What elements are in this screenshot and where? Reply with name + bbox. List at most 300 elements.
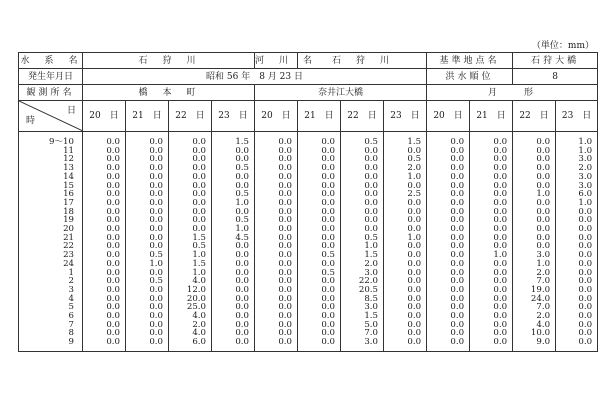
rainfall-value-cell: 0.0 — [83, 329, 126, 338]
rainfall-value-cell: 0.0 — [298, 182, 341, 191]
rainfall-value-cell: 0.0 — [556, 329, 598, 338]
rainfall-value-cell: 0.0 — [341, 164, 384, 173]
rainfall-value-cell: 4.0 — [513, 321, 556, 330]
rainfall-value-cell: 0.0 — [427, 338, 470, 351]
rainfall-value-cell: 0.0 — [83, 199, 126, 208]
rainfall-value-cell: 0.0 — [427, 286, 470, 295]
rainfall-value-cell: 0.0 — [255, 173, 298, 182]
rainfall-value-cell: 0.0 — [255, 303, 298, 312]
rainfall-value-cell: 0.0 — [298, 286, 341, 295]
header-row-stations — [19, 85, 598, 101]
value-flood-rank: 8 — [513, 69, 598, 85]
time-cell: 9 — [19, 338, 83, 351]
rainfall-value-cell: 19.0 — [513, 286, 556, 295]
rainfall-value-cell: 22.0 — [341, 277, 384, 286]
rainfall-value-cell: 0.0 — [427, 321, 470, 330]
rainfall-value-cell: 0.0 — [470, 312, 513, 321]
rainfall-value-cell: 0.0 — [470, 155, 513, 164]
rainfall-value-cell: 0.0 — [298, 208, 341, 217]
day-header-cell: 20 日 — [83, 101, 126, 132]
time-cell: 20 — [19, 225, 83, 234]
rainfall-value-cell: 0.0 — [470, 216, 513, 225]
rainfall-value-cell: 0.0 — [212, 173, 255, 182]
rainfall-value-cell: 0.0 — [513, 147, 556, 156]
time-cell: 14 — [19, 173, 83, 182]
rainfall-value-cell: 0.0 — [384, 329, 427, 338]
rainfall-value-cell: 0.0 — [470, 225, 513, 234]
rainfall-value-cell: 0.0 — [298, 260, 341, 269]
rainfall-value-cell: 0.0 — [298, 234, 341, 243]
rainfall-value-cell: 0.0 — [83, 242, 126, 251]
rainfall-value-cell: 0.0 — [470, 164, 513, 173]
rainfall-value-cell: 3.0 — [556, 182, 598, 191]
rainfall-value-cell: 0.0 — [384, 321, 427, 330]
rainfall-value-cell: 0.0 — [212, 321, 255, 330]
rainfall-value-cell: 1.0 — [556, 199, 598, 208]
rainfall-value-cell: 0.0 — [212, 260, 255, 269]
rainfall-value-cell: 0.0 — [427, 173, 470, 182]
rainfall-value-cell: 0.0 — [255, 251, 298, 260]
rainfall-value-cell: 0.0 — [255, 182, 298, 191]
rainfall-value-cell: 0.0 — [255, 329, 298, 338]
rainfall-value-cell: 0.0 — [255, 164, 298, 173]
rainfall-value-cell: 0.0 — [298, 225, 341, 234]
rainfall-value-cell: 4.0 — [169, 277, 212, 286]
rainfall-value-cell: 0.0 — [470, 260, 513, 269]
time-cell: 12 — [19, 155, 83, 164]
rainfall-value-cell: 2.0 — [384, 164, 427, 173]
rainfall-value-cell: 0.5 — [126, 277, 169, 286]
rainfall-value-cell: 1.0 — [169, 269, 212, 278]
rainfall-value-cell: 0.0 — [126, 225, 169, 234]
rainfall-value-cell: 20.5 — [341, 286, 384, 295]
rainfall-value-cell: 0.0 — [126, 269, 169, 278]
rainfall-value-cell: 0.0 — [255, 269, 298, 278]
corner-time-label: 時 — [26, 116, 36, 126]
rainfall-value-cell: 0.0 — [513, 155, 556, 164]
rainfall-value-cell: 0.0 — [255, 147, 298, 156]
rainfall-value-cell: 0.0 — [169, 199, 212, 208]
rainfall-value-cell: 0.0 — [341, 182, 384, 191]
time-cell: 5 — [19, 303, 83, 312]
day-header-cell: 21 日 — [298, 101, 341, 132]
rainfall-value-cell: 0.0 — [427, 182, 470, 191]
rainfall-value-cell: 0.0 — [556, 208, 598, 217]
day-header-cell: 23 日 — [212, 101, 255, 132]
rainfall-value-cell: 0.0 — [126, 208, 169, 217]
rainfall-value-cell: 0.0 — [427, 225, 470, 234]
rainfall-value-cell: 0.0 — [513, 242, 556, 251]
rainfall-value-cell: 2.0 — [556, 164, 598, 173]
time-cell: 11 — [19, 147, 83, 156]
rainfall-value-cell: 0.0 — [384, 338, 427, 351]
rainfall-value-cell: 3.0 — [341, 303, 384, 312]
time-cell: 21 — [19, 234, 83, 243]
day-header-cell: 20 日 — [255, 101, 298, 132]
rainfall-value-cell: 0.0 — [556, 286, 598, 295]
rainfall-value-cell: 3.0 — [556, 155, 598, 164]
rainfall-value-cell: 3.0 — [556, 173, 598, 182]
rainfall-value-cell: 6.0 — [556, 190, 598, 199]
rainfall-value-cell: 4.0 — [169, 329, 212, 338]
header-row-date — [19, 69, 598, 85]
rainfall-value-cell: 0.0 — [384, 216, 427, 225]
rainfall-value-cell: 0.0 — [83, 216, 126, 225]
rainfall-value-cell: 0.0 — [427, 269, 470, 278]
rainfall-value-cell: 0.0 — [255, 155, 298, 164]
rainfall-value-cell: 0.0 — [556, 269, 598, 278]
rainfall-value-cell: 0.0 — [83, 312, 126, 321]
rainfall-value-cell: 0.0 — [556, 216, 598, 225]
rainfall-value-cell: 0.0 — [83, 321, 126, 330]
day-header-cell: 23 日 — [384, 101, 427, 132]
rainfall-value-cell: 0.0 — [212, 303, 255, 312]
rainfall-value-cell: 2.0 — [513, 312, 556, 321]
rainfall-value-cell: 0.0 — [255, 208, 298, 217]
rainfall-value-cell: 0.0 — [169, 208, 212, 217]
rainfall-value-cell: 0.0 — [427, 132, 470, 147]
time-cell: 7 — [19, 321, 83, 330]
rainfall-value-cell: 0.5 — [126, 251, 169, 260]
day-header-row — [19, 101, 598, 132]
rainfall-value-cell: 0.0 — [384, 269, 427, 278]
rainfall-value-cell: 0.0 — [470, 242, 513, 251]
rainfall-value-cell: 6.0 — [169, 338, 212, 351]
rainfall-value-cell: 0.0 — [169, 147, 212, 156]
rainfall-value-cell: 0.0 — [513, 199, 556, 208]
rainfall-value-cell: 0.0 — [427, 208, 470, 217]
rainfall-value-cell: 0.0 — [513, 182, 556, 191]
rainfall-value-cell: 0.0 — [126, 155, 169, 164]
rainfall-value-cell: 0.5 — [212, 164, 255, 173]
rainfall-value-cell: 24.0 — [513, 295, 556, 304]
time-cell: 23 — [19, 251, 83, 260]
rainfall-value-cell: 4.0 — [169, 312, 212, 321]
rainfall-value-cell: 0.0 — [341, 155, 384, 164]
rainfall-value-cell: 0.0 — [83, 182, 126, 191]
rainfall-value-cell: 0.0 — [470, 199, 513, 208]
rainfall-value-cell: 0.0 — [384, 260, 427, 269]
rainfall-value-cell: 0.0 — [384, 295, 427, 304]
rainfall-table — [18, 52, 598, 352]
label-river-system: 水 系 名 — [19, 53, 83, 69]
time-cell: 1 — [19, 269, 83, 278]
rainfall-value-cell: 0.0 — [126, 132, 169, 147]
rainfall-value-cell: 3.0 — [341, 338, 384, 351]
rainfall-value-cell: 0.0 — [470, 208, 513, 217]
label-occurrence-date: 発生年月日 — [19, 69, 83, 85]
rainfall-value-cell: 0.0 — [470, 321, 513, 330]
rainfall-value-cell: 0.0 — [83, 277, 126, 286]
rainfall-value-cell: 10.0 — [513, 329, 556, 338]
rainfall-value-cell: 0.0 — [126, 321, 169, 330]
rainfall-value-cell: 4.5 — [212, 234, 255, 243]
time-cell: 4 — [19, 295, 83, 304]
rainfall-value-cell: 0.0 — [298, 216, 341, 225]
time-cell: 19 — [19, 216, 83, 225]
rainfall-value-cell: 0.0 — [427, 199, 470, 208]
rainfall-value-cell: 0.0 — [83, 147, 126, 156]
rainfall-value-cell: 3.0 — [513, 251, 556, 260]
rainfall-value-cell: 0.0 — [556, 338, 598, 351]
rainfall-value-cell: 0.0 — [556, 225, 598, 234]
rainfall-value-cell: 0.0 — [427, 147, 470, 156]
rainfall-value-cell: 0.0 — [427, 155, 470, 164]
rainfall-value-cell: 0.0 — [126, 303, 169, 312]
rainfall-value-cell: 0.0 — [298, 295, 341, 304]
rainfall-value-cell: 0.0 — [126, 338, 169, 351]
rainfall-value-cell: 0.0 — [212, 242, 255, 251]
rainfall-value-cell: 7.0 — [513, 303, 556, 312]
rainfall-value-cell: 0.0 — [470, 286, 513, 295]
rainfall-value-cell: 0.0 — [298, 132, 341, 147]
rainfall-value-cell: 0.0 — [126, 173, 169, 182]
rainfall-value-cell: 0.0 — [298, 329, 341, 338]
header-section — [19, 53, 598, 101]
rainfall-value-cell: 0.0 — [126, 242, 169, 251]
rainfall-value-cell: 0.0 — [298, 173, 341, 182]
rainfall-value-cell: 0.0 — [427, 260, 470, 269]
label-reference-point: 基準地点名 — [427, 53, 513, 69]
rainfall-value-cell: 0.0 — [212, 182, 255, 191]
rainfall-value-cell: 0.0 — [427, 277, 470, 286]
rainfall-value-cell: 0.0 — [212, 208, 255, 217]
time-cell: 8 — [19, 329, 83, 338]
day-header-cell: 22 日 — [513, 101, 556, 132]
rainfall-value-cell: 0.0 — [212, 295, 255, 304]
rainfall-value-cell: 0.0 — [83, 173, 126, 182]
rainfall-value-cell: 0.0 — [126, 234, 169, 243]
rainfall-value-cell: 0.0 — [255, 199, 298, 208]
rainfall-value-cell: 1.0 — [556, 132, 598, 147]
day-header-cell: 21 日 — [126, 101, 169, 132]
day-header-cell: 23 日 — [556, 101, 598, 132]
rainfall-value-cell: 0.0 — [126, 286, 169, 295]
table-row — [19, 132, 598, 147]
time-cell: 24 — [19, 260, 83, 269]
rainfall-value-cell: 0.0 — [427, 303, 470, 312]
rainfall-value-cell: 0.0 — [126, 329, 169, 338]
rainfall-value-cell: 9.0 — [513, 338, 556, 351]
rainfall-value-cell: 0.0 — [298, 164, 341, 173]
day-header-cell: 22 日 — [341, 101, 384, 132]
rainfall-value-cell: 1.5 — [341, 251, 384, 260]
rainfall-value-cell: 0.0 — [427, 216, 470, 225]
rainfall-value-cell: 0.5 — [341, 132, 384, 147]
time-cell: 22 — [19, 242, 83, 251]
rainfall-value-cell: 0.0 — [513, 132, 556, 147]
rainfall-value-cell: 0.0 — [83, 338, 126, 351]
rainfall-value-cell: 0.0 — [126, 199, 169, 208]
rainfall-value-cell: 0.5 — [298, 251, 341, 260]
rainfall-value-cell: 0.0 — [255, 132, 298, 147]
rainfall-value-cell: 0.0 — [212, 286, 255, 295]
table-row — [19, 338, 598, 351]
rainfall-value-cell: 0.0 — [298, 155, 341, 164]
rainfall-value-cell: 0.0 — [255, 286, 298, 295]
rainfall-value-cell: 0.0 — [470, 147, 513, 156]
rainfall-value-cell: 0.0 — [298, 338, 341, 351]
rainfall-value-cell: 2.5 — [384, 190, 427, 199]
rainfall-value-cell: 0.0 — [556, 234, 598, 243]
rainfall-value-cell: 0.0 — [513, 234, 556, 243]
rainfall-value-cell: 0.0 — [255, 190, 298, 199]
rainfall-value-cell: 0.0 — [126, 190, 169, 199]
rainfall-value-cell: 1.0 — [384, 234, 427, 243]
rainfall-value-cell: 0.0 — [126, 295, 169, 304]
rainfall-value-cell: 0.0 — [427, 242, 470, 251]
value-river-system: 石 狩 川 — [83, 53, 255, 69]
rainfall-value-cell: 0.0 — [427, 295, 470, 304]
rainfall-value-cell: 0.0 — [556, 303, 598, 312]
rainfall-value-cell: 0.0 — [384, 277, 427, 286]
data-section — [19, 132, 598, 352]
rainfall-value-cell: 0.0 — [83, 234, 126, 243]
rainfall-value-cell: 0.0 — [83, 260, 126, 269]
day-header-cell: 22 日 — [169, 101, 212, 132]
rainfall-value-cell: 0.0 — [169, 225, 212, 234]
rainfall-value-cell: 1.0 — [513, 190, 556, 199]
rainfall-value-cell: 0.0 — [384, 208, 427, 217]
rainfall-value-cell: 0.0 — [341, 199, 384, 208]
rainfall-value-cell: 0.0 — [470, 234, 513, 243]
rainfall-value-cell: 0.0 — [556, 321, 598, 330]
time-cell: 17 — [19, 199, 83, 208]
rainfall-value-cell: 0.0 — [427, 234, 470, 243]
rainfall-value-cell: 0.0 — [513, 208, 556, 217]
rainfall-value-cell: 1.5 — [169, 260, 212, 269]
rainfall-value-cell: 0.0 — [126, 164, 169, 173]
time-cell: 16 — [19, 190, 83, 199]
rainfall-value-cell: 0.0 — [255, 321, 298, 330]
label-flood-rank: 洪水順位 — [427, 69, 513, 85]
rainfall-value-cell: 0.0 — [255, 225, 298, 234]
rainfall-value-cell: 0.0 — [384, 199, 427, 208]
rainfall-value-cell: 0.0 — [384, 303, 427, 312]
rainfall-value-cell: 0.0 — [83, 190, 126, 199]
corner-day-label: 日 — [66, 106, 76, 116]
rainfall-value-cell: 0.0 — [470, 269, 513, 278]
rainfall-value-cell: 0.0 — [298, 199, 341, 208]
rainfall-value-cell: 1.5 — [341, 312, 384, 321]
rainfall-value-cell: 0.0 — [126, 216, 169, 225]
time-cell: 9～10 — [19, 132, 83, 147]
value-occurrence-date: 昭和 56 年 8 月 23 日 — [83, 69, 427, 85]
rainfall-value-cell: 0.0 — [298, 242, 341, 251]
rainfall-value-cell: 0.0 — [212, 251, 255, 260]
rainfall-value-cell: 0.0 — [556, 251, 598, 260]
rainfall-value-cell: 1.0 — [556, 147, 598, 156]
rainfall-value-cell: 0.0 — [556, 277, 598, 286]
rainfall-value-cell: 0.0 — [341, 208, 384, 217]
rainfall-value-cell: 1.5 — [169, 234, 212, 243]
rainfall-value-cell: 2.0 — [169, 321, 212, 330]
rainfall-value-cell: 0.0 — [169, 216, 212, 225]
corner-cell — [19, 101, 83, 132]
rainfall-value-cell: 1.0 — [212, 225, 255, 234]
station-hashimotocho: 橋 本 町 — [83, 85, 255, 101]
rainfall-value-cell: 0.0 — [470, 338, 513, 351]
rainfall-value-cell: 25.0 — [169, 303, 212, 312]
rainfall-value-cell: 0.0 — [83, 225, 126, 234]
rainfall-value-cell: 0.0 — [556, 242, 598, 251]
rainfall-value-cell: 1.0 — [513, 260, 556, 269]
rainfall-value-cell: 0.0 — [255, 338, 298, 351]
rainfall-value-cell: 0.0 — [126, 312, 169, 321]
rainfall-value-cell: 0.0 — [212, 312, 255, 321]
rainfall-value-cell: 0.0 — [255, 260, 298, 269]
day-header-cell: 21 日 — [470, 101, 513, 132]
rainfall-value-cell: 0.0 — [298, 321, 341, 330]
value-river-name: 石 狩 川 — [298, 53, 427, 69]
rainfall-value-cell: 0.0 — [427, 164, 470, 173]
rainfall-value-cell: 0.0 — [83, 132, 126, 147]
rainfall-value-cell: 0.0 — [255, 295, 298, 304]
rainfall-value-cell: 0.0 — [384, 225, 427, 234]
rainfall-value-cell: 1.0 — [126, 260, 169, 269]
rainfall-value-cell: 0.0 — [470, 132, 513, 147]
rainfall-value-cell: 0.0 — [470, 173, 513, 182]
rainfall-value-cell: 0.0 — [513, 225, 556, 234]
rainfall-value-cell: 0.0 — [341, 216, 384, 225]
rainfall-value-cell: 0.0 — [298, 312, 341, 321]
rainfall-value-cell: 0.0 — [470, 329, 513, 338]
rainfall-value-cell: 0.0 — [384, 242, 427, 251]
rainfall-value-cell: 0.0 — [513, 173, 556, 182]
time-cell: 15 — [19, 182, 83, 191]
rainfall-value-cell: 0.0 — [212, 329, 255, 338]
day-header-cell: 20 日 — [427, 101, 470, 132]
rainfall-value-cell: 0.0 — [298, 190, 341, 199]
rainfall-value-cell: 0.0 — [212, 277, 255, 286]
rainfall-value-cell: 0.5 — [212, 190, 255, 199]
unit-note: （単位：mm） — [531, 41, 594, 51]
rainfall-value-cell: 0.0 — [427, 329, 470, 338]
rainfall-value-cell: 0.0 — [470, 277, 513, 286]
rainfall-value-cell: 8.5 — [341, 295, 384, 304]
rainfall-value-cell: 0.5 — [169, 242, 212, 251]
day-header-section — [19, 101, 598, 132]
rainfall-value-cell: 0.5 — [212, 216, 255, 225]
rainfall-value-cell: 0.0 — [83, 286, 126, 295]
time-cell: 18 — [19, 208, 83, 217]
rainfall-value-cell: 0.0 — [255, 242, 298, 251]
rainfall-value-cell: 0.0 — [169, 132, 212, 147]
rainfall-value-cell: 0.0 — [83, 295, 126, 304]
rainfall-value-cell: 0.0 — [169, 173, 212, 182]
rainfall-value-cell: 0.0 — [255, 234, 298, 243]
rainfall-value-cell: 0.0 — [83, 251, 126, 260]
label-river-name: 河 川 名 — [255, 53, 298, 69]
rainfall-value-cell: 5.0 — [341, 321, 384, 330]
rainfall-value-cell: 0.0 — [255, 312, 298, 321]
rainfall-value-cell: 0.0 — [255, 277, 298, 286]
rainfall-value-cell: 0.0 — [298, 147, 341, 156]
rainfall-value-cell: 7.0 — [513, 277, 556, 286]
rainfall-value-cell: 1.0 — [384, 173, 427, 182]
rainfall-value-cell: 0.0 — [83, 208, 126, 217]
rainfall-value-cell: 0.0 — [556, 295, 598, 304]
rainfall-value-cell: 7.0 — [341, 329, 384, 338]
rainfall-value-cell: 0.0 — [126, 147, 169, 156]
rainfall-value-cell: 0.0 — [341, 173, 384, 182]
rainfall-value-cell: 0.0 — [427, 312, 470, 321]
rainfall-value-cell: 2.0 — [341, 260, 384, 269]
rainfall-table-container — [18, 52, 598, 352]
rainfall-value-cell: 0.0 — [212, 338, 255, 351]
time-cell: 3 — [19, 286, 83, 295]
rainfall-value-cell: 0.0 — [341, 190, 384, 199]
